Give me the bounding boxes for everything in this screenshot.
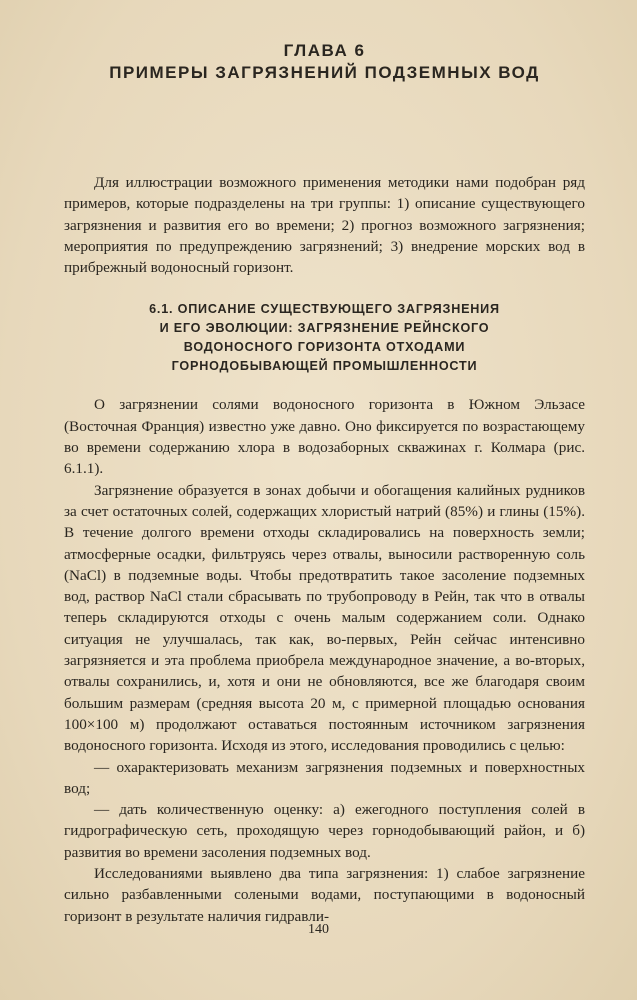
chapter-heading	[64, 40, 585, 84]
section-heading-line: И ЕГО ЭВОЛЮЦИИ: ЗАГРЯЗНЕНИЕ РЕЙНСКОГО	[159, 321, 490, 336]
chapter-title: ПРИМЕРЫ ЗАГРЯЗНЕНИЙ ПОДЗЕМНЫХ ВОД	[109, 63, 540, 82]
section-heading	[64, 300, 585, 376]
body-paragraph: Исследованиями выявлено два типа загрязнения: 1) слабое загрязнение сильно разбавленными солеными водами, поступающими в водоносный горизонт в результате наличия гидравли-	[64, 865, 585, 925]
body-paragraph: Загрязнение образуется в зонах добычи и обогащения калийных рудников за счет остаточных солей, содержащих хлористый натрий (85%) и глины (15%). В течение долгого времени отходы складировались на поверхность земли; атмосферные осадки, фильтруясь через отвалы, выносили растворенную соль (NaCl) в подземные воды. Чтобы предотвратить такое засоление подземных вод, раствор NaCl стали сбрасывать по трубопроводу в Рейн, так что в отвалы теперь складируются отходы с очень малым содержанием соли. Однако ситуация не улучшалась, так как, во-первых, Рейн сейчас интенсивно загрязняется и эта проблема приобрела международное значение, а во-вторых, отвалы сохранились, и, хотя и они не обновляются, все же благодаря своим большим размерам (средняя высота 20 м, с примерной площадью основания 100×100 м) продолжают оставаться постоянным источником загрязнения водоносного горизонта. Исходя из этого, исследования проводились с целью:	[64, 481, 585, 755]
intro-paragraph: Для иллюстрации возможного применения методики нами подобран ряд примеров, которые подразделены на три группы: 1) описание существующего загрязнения и развития его во времени; 2) прогноз возможного загрязнения; мероприятия по предупреждению загрязнений; 3) внедрение морских вод в прибрежный водоносный горизонт.	[64, 174, 585, 277]
list-item: — дать количественную оценку: а) ежегодного поступления солей в гидрографическую сеть, проходящую через горнодобывающий район, и б) развития во времени засоления подземных вод.	[64, 801, 585, 861]
intro-block	[64, 172, 585, 278]
section-heading-line: ВОДОНОСНОГО ГОРИЗОНТА ОТХОДАМИ	[183, 340, 466, 355]
body-text	[64, 394, 585, 926]
page-number: 140	[308, 922, 329, 937]
body-paragraph: О загрязнении солями водоносного горизонта в Южном Эльзасе (Восточная Франция) известно уже давно. Оно фиксируется по возрастающему во времени содержанию хлора в водозаборных скважинах г. Колмара (рис. 6.1.1).	[64, 396, 585, 478]
section-heading-line: ГОРНОДОБЫВАЮЩЕЙ ПРОМЫШЛЕННОСТИ	[171, 359, 478, 374]
section-heading-line: 6.1. ОПИСАНИЕ СУЩЕСТВУЮЩЕГО ЗАГРЯЗНЕНИЯ	[149, 302, 500, 317]
chapter-label: ГЛАВА 6	[283, 41, 366, 60]
list-item: — охарактеризовать механизм загрязнения подземных и поверхностных вод;	[64, 758, 585, 797]
